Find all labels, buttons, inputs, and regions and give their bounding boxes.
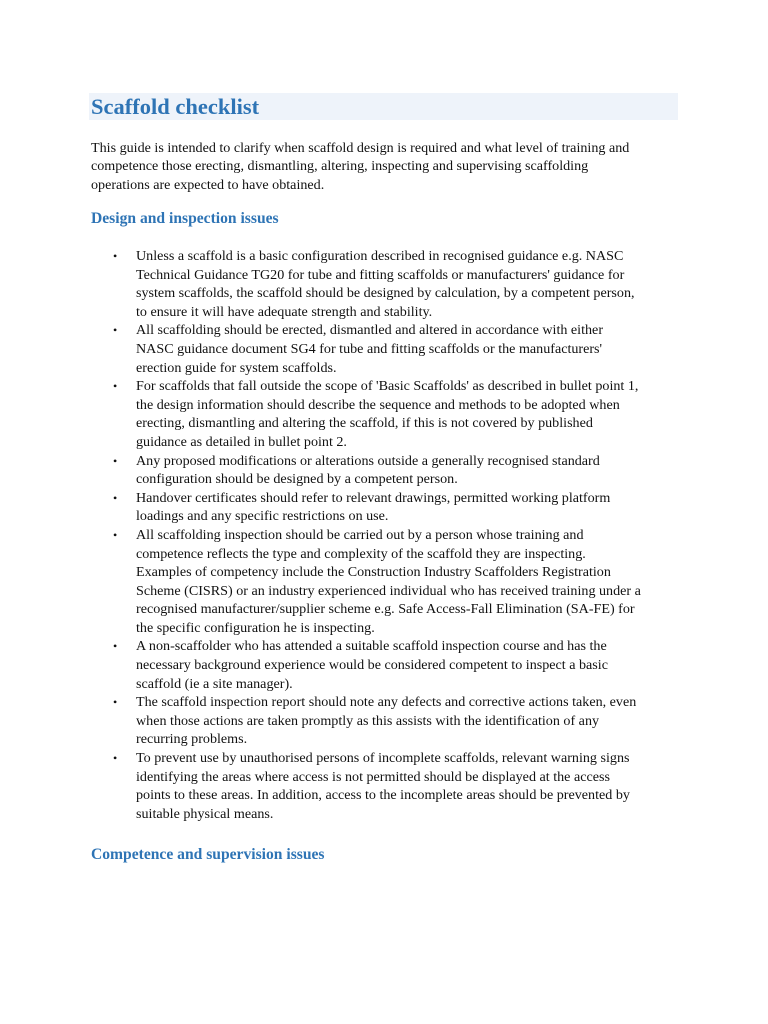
list-item-line: recurring problems.: [136, 731, 248, 748]
list-item-line: Handover certificates should refer to relevant drawings, permitted working platform: [136, 489, 611, 506]
list-item-line: loadings and any specific restrictions on use.: [136, 508, 389, 525]
list-item-text: [136, 377, 696, 451]
bullet-icon: •: [113, 323, 118, 338]
list-item-line: the specific configuration he is inspecting.: [136, 619, 375, 636]
bullet-icon: •: [113, 695, 118, 710]
list-item-line: identifying the areas where access is not permitted should be displayed at the access: [136, 768, 610, 785]
list-item-line: system scaffolds, the scaffold should be designed by calculation, by a competent person,: [136, 285, 635, 302]
list-item-line: points to these areas. In addition, access to the incomplete areas should be prevented by: [136, 787, 630, 804]
list-item: [0, 637, 768, 693]
list-item-line: necessary background experience would be considered competent to inspect a basic: [136, 657, 608, 674]
list-item-line: To prevent use by unauthorised persons of incomplete scaffolds, relevant warning signs: [136, 750, 630, 767]
section-heading-design: Design and inspection issues: [91, 210, 279, 227]
list-item-text: [136, 526, 696, 638]
bullet-icon: •: [113, 453, 118, 468]
bullet-icon: •: [113, 249, 118, 263]
list-item-line: The scaffold inspection report should note any defects and corrective actions taken, even: [136, 694, 637, 711]
list-item-line: configuration should be designed by a competent person.: [136, 471, 458, 488]
list-item: [0, 693, 768, 749]
bullet-icon: •: [113, 490, 118, 505]
bullet-icon: •: [113, 751, 118, 766]
list-item-line: scaffold (ie a site manager).: [136, 675, 293, 692]
list-item: [0, 526, 768, 638]
list-item-line: Scheme (CISRS) or an industry experienced individual who has received training under a: [136, 582, 641, 599]
list-item-line: Unless a scaffold is a basic configuration described in recognised guidance e.g. NASC: [136, 248, 624, 264]
list-item-line: A non-scaffolder who has attended a suitable scaffold inspection course and has the: [136, 638, 607, 655]
bullet-icon: •: [113, 379, 118, 394]
list-item: [0, 321, 768, 377]
list-item: [0, 452, 768, 489]
list-item-line: erection guide for system scaffolds.: [136, 359, 337, 376]
page-title: Scaffold checklist: [91, 94, 260, 119]
list-item-text: [136, 637, 696, 693]
list-item-text: [136, 749, 696, 823]
list-item: [0, 377, 768, 451]
list-item: [0, 247, 768, 321]
list-item-line: guidance as detailed in bullet point 2.: [136, 433, 347, 450]
list-item-line: NASC guidance document SG4 for tube and fitting scaffolds or the manufacturers': [136, 340, 603, 357]
list-item-line: Any proposed modifications or alterations outside a generally recognised standard: [136, 452, 600, 469]
intro-line: competence those erecting, dismantling, altering, inspecting and supervising scaffolding: [91, 158, 589, 175]
design-bullet-list: [0, 247, 768, 823]
list-item: [0, 489, 768, 526]
intro-paragraph: [91, 139, 681, 194]
list-item-line: For scaffolds that fall outside the scope of 'Basic Scaffolds' as described in bullet point 1,: [136, 378, 639, 395]
list-item-line: suitable physical means.: [136, 805, 274, 822]
bullet-icon: •: [113, 527, 118, 542]
list-item: [0, 749, 768, 823]
list-item-text: [136, 247, 696, 321]
list-item-text: [136, 321, 696, 377]
list-item-line: when those actions are taken promptly as this assists with the identification of any: [136, 712, 600, 729]
list-item-line: All scaffolding should be erected, dismantled and altered in accordance with either: [136, 322, 604, 339]
list-item-line: Examples of competency include the Construction Industry Scaffolders Registration: [136, 564, 611, 581]
list-item-text: [136, 452, 696, 489]
section-heading-competence: Competence and supervision issues: [91, 846, 325, 863]
intro-line: operations are expected to have obtained.: [91, 176, 325, 193]
list-item-line: recognised manufacturer/supplier scheme e.g. Safe Access-Fall Elimination (SA-FE) for: [136, 601, 635, 618]
list-item-line: All scaffolding inspection should be carried out by a person whose training and: [136, 526, 584, 543]
list-item-line: to ensure it will have adequate strength and stability.: [136, 303, 433, 320]
bullet-icon: •: [113, 639, 118, 654]
list-item-text: [136, 489, 696, 526]
list-item-line: Technical Guidance TG20 for tube and fitting scaffolds or manufacturers' guidance for: [136, 266, 625, 283]
list-item-line: the design information should describe the sequence and methods to be adopted when: [136, 396, 620, 413]
intro-line: This guide is intended to clarify when scaffold design is required and what level of training and: [91, 140, 630, 156]
list-item-line: erecting, dismantling and altering the scaffold, if this is not covered by published: [136, 415, 593, 432]
list-item-text: [136, 693, 696, 749]
list-item-line: competence reflects the type and complexity of the scaffold they are inspecting.: [136, 545, 586, 562]
